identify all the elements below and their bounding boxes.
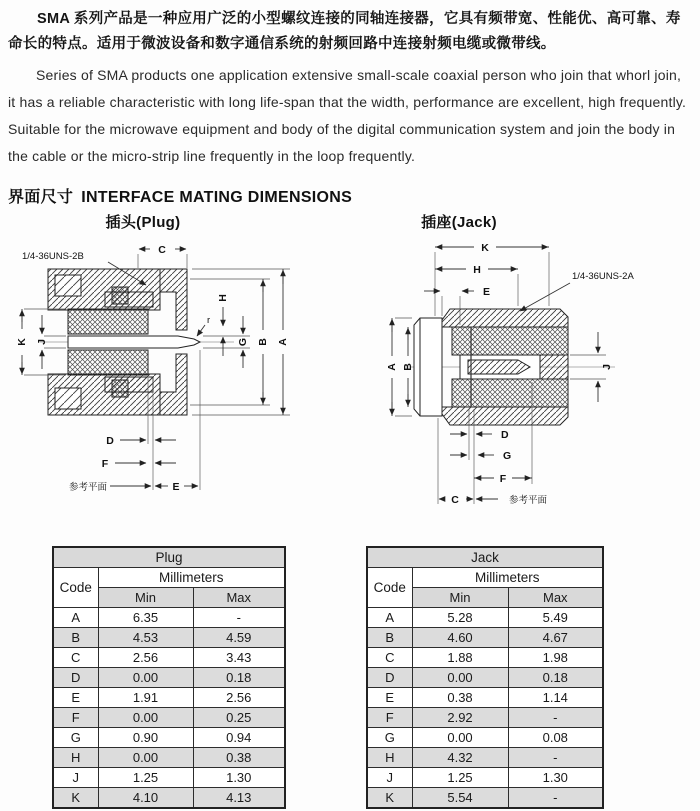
section-heading-en: INTERFACE MATING DIMENSIONS (81, 188, 353, 206)
dim-label-k: K (16, 338, 28, 346)
outer-conductor (105, 292, 153, 307)
jack-table-title: Jack (367, 547, 603, 568)
threaded-body (442, 309, 568, 327)
min-cell: 4.10 (98, 787, 193, 808)
min-cell: 5.54 (412, 787, 508, 808)
code-cell: F (367, 707, 412, 727)
max-cell: 1.30 (193, 767, 285, 787)
dim-label-h: H (217, 294, 229, 302)
diagrams-row (0, 211, 700, 532)
table-row (367, 707, 603, 727)
jack-figure-title: 插座(Jack) (421, 213, 497, 231)
code-cell: D (53, 667, 98, 687)
code-cell: K (367, 787, 412, 808)
table-row (367, 687, 603, 707)
min-cell: 1.91 (98, 687, 193, 707)
max-cell: 0.25 (193, 707, 285, 727)
min-cell: 2.56 (98, 647, 193, 667)
min-cell: 0.38 (412, 687, 508, 707)
code-cell: B (53, 627, 98, 647)
table-row (53, 767, 285, 787)
dim-label-k: K (481, 241, 489, 254)
code-column-header: Code (53, 567, 98, 607)
table-row (53, 787, 285, 808)
code-cell: A (367, 607, 412, 627)
code-column-header: Code (367, 567, 412, 607)
dim-label-e: E (172, 480, 180, 493)
dim-label-d: D (501, 428, 509, 441)
plug-table-title: Plug (53, 547, 285, 568)
table-row (367, 727, 603, 747)
section-heading-zh: 界面尺寸 (8, 188, 74, 206)
code-cell: H (53, 747, 98, 767)
dim-label-c: C (158, 243, 166, 256)
female-contact (468, 360, 530, 374)
table-row (367, 627, 603, 647)
plug-cross-section-drawing (10, 232, 340, 532)
max-cell: - (508, 707, 603, 727)
dim-label-d: D (106, 434, 114, 447)
min-cell: 4.32 (412, 747, 508, 767)
min-cell: 4.60 (412, 627, 508, 647)
knurl-section (55, 275, 81, 296)
max-cell: 0.38 (193, 747, 285, 767)
max-cell: 0.94 (193, 727, 285, 747)
max-column-header: Max (193, 587, 285, 607)
max-cell: - (508, 747, 603, 767)
dim-label-r: r (207, 314, 211, 326)
table-row (53, 607, 285, 627)
coupling-nut-front (160, 269, 187, 330)
dim-label-j: J (36, 339, 48, 345)
max-cell: 1.98 (508, 647, 603, 667)
intro-paragraph-en: Series of SMA products one application extensive small-scale coaxial person who join that whorl join, it has a reliable characteristic with long life-span that the width, performance are excellent, high frequently. Suitable for the microwave equipment and body of the digital communication system and join the body in the cable or the micro-strip line frequently in the loop frequently. (8, 66, 687, 164)
max-cell: 5.49 (508, 607, 603, 627)
table-row (53, 727, 285, 747)
min-cell: 1.25 (98, 767, 193, 787)
max-cell: 4.13 (193, 787, 285, 808)
jack-cross-section-drawing (370, 232, 690, 532)
max-cell: 2.56 (193, 687, 285, 707)
plug-figure-title: 插头(Plug) (105, 213, 181, 231)
max-cell: 0.18 (193, 667, 285, 687)
max-cell: 0.18 (508, 667, 603, 687)
table-row (367, 767, 603, 787)
plug-body (40, 269, 234, 415)
max-cell: 3.43 (193, 647, 285, 667)
dimension-tables-row (52, 546, 700, 809)
jack-body (404, 309, 615, 425)
thread-spec-label: 1/4-36UNS-2B (22, 250, 84, 262)
code-cell: C (53, 647, 98, 667)
millimeters-header: Millimeters (98, 567, 285, 587)
dim-label-b: B (257, 338, 269, 346)
max-cell: - (508, 787, 603, 808)
reference-plane-label: 参考平面 (68, 481, 108, 493)
table-row (53, 667, 285, 687)
code-cell: E (53, 687, 98, 707)
table-row (367, 747, 603, 767)
millimeters-header: Millimeters (412, 567, 603, 587)
code-cell: E (367, 687, 412, 707)
table-row (367, 647, 603, 667)
table-row (53, 627, 285, 647)
table-row (53, 747, 285, 767)
dim-label-f: F (499, 472, 507, 485)
max-cell: 0.08 (508, 727, 603, 747)
dielectric (68, 309, 148, 334)
intro-paragraph-zh: SMA 系列产品是一种应用广泛的小型螺纹连接的同轴连接器，它具有频带宽、性能优、高可靠、寿命长的特点。适用于微波设备和数字通信系统的射频回路中连接射频电缆或微带线。 (8, 11, 681, 52)
dim-label-a: A (277, 338, 289, 346)
section-heading (8, 184, 700, 207)
min-cell: 0.90 (98, 727, 193, 747)
max-cell: 1.30 (508, 767, 603, 787)
code-cell: A (53, 607, 98, 627)
min-cell: 1.25 (412, 767, 508, 787)
min-cell: 2.92 (412, 707, 508, 727)
min-column-header: Min (412, 587, 508, 607)
min-cell: 0.00 (98, 707, 193, 727)
code-cell: G (53, 727, 98, 747)
max-cell: - (193, 607, 285, 627)
plug-figure (0, 211, 350, 532)
max-cell: 4.59 (193, 627, 285, 647)
table-row (367, 607, 603, 627)
min-cell: 4.53 (98, 627, 193, 647)
dim-label-g: G (503, 449, 512, 462)
dim-label-e: E (483, 285, 491, 298)
plug-table (52, 546, 286, 809)
code-cell: H (367, 747, 412, 767)
table-row (53, 647, 285, 667)
code-cell: F (53, 707, 98, 727)
min-cell: 0.00 (412, 727, 508, 747)
dim-label-j: J (601, 364, 613, 370)
min-cell: 0.00 (98, 667, 193, 687)
code-cell: J (367, 767, 412, 787)
jack-figure (350, 211, 700, 532)
min-cell: 5.28 (412, 607, 508, 627)
min-cell: 1.88 (412, 647, 508, 667)
min-cell: 0.00 (412, 667, 508, 687)
min-cell: 6.35 (98, 607, 193, 627)
dim-label-h: H (473, 263, 481, 276)
code-cell: D (367, 667, 412, 687)
min-column-header: Min (98, 587, 193, 607)
dim-label-f: F (101, 457, 109, 470)
table-row (367, 787, 603, 808)
code-cell: C (367, 647, 412, 667)
datasheet-page (0, 7, 700, 811)
mounting-flange (414, 318, 442, 416)
max-cell: 1.14 (508, 687, 603, 707)
code-cell: G (367, 727, 412, 747)
center-pin (68, 336, 200, 348)
code-cell: K (53, 787, 98, 808)
table-row (53, 707, 285, 727)
code-cell: B (367, 627, 412, 647)
dielectric (452, 327, 568, 355)
min-cell: 0.00 (98, 747, 193, 767)
table-row (53, 687, 285, 707)
max-cell: 4.67 (508, 627, 603, 647)
dim-label-a: A (386, 363, 398, 371)
table-row (367, 667, 603, 687)
dim-label-c: C (451, 493, 459, 506)
dim-label-g: G (237, 337, 249, 347)
jack-table (366, 546, 604, 809)
thread-spec-label: 1/4-36UNS-2A (572, 270, 634, 282)
reference-plane-label: 参考平面 (508, 494, 548, 506)
code-cell: J (53, 767, 98, 787)
max-column-header: Max (508, 587, 603, 607)
dim-label-b: B (402, 363, 414, 371)
